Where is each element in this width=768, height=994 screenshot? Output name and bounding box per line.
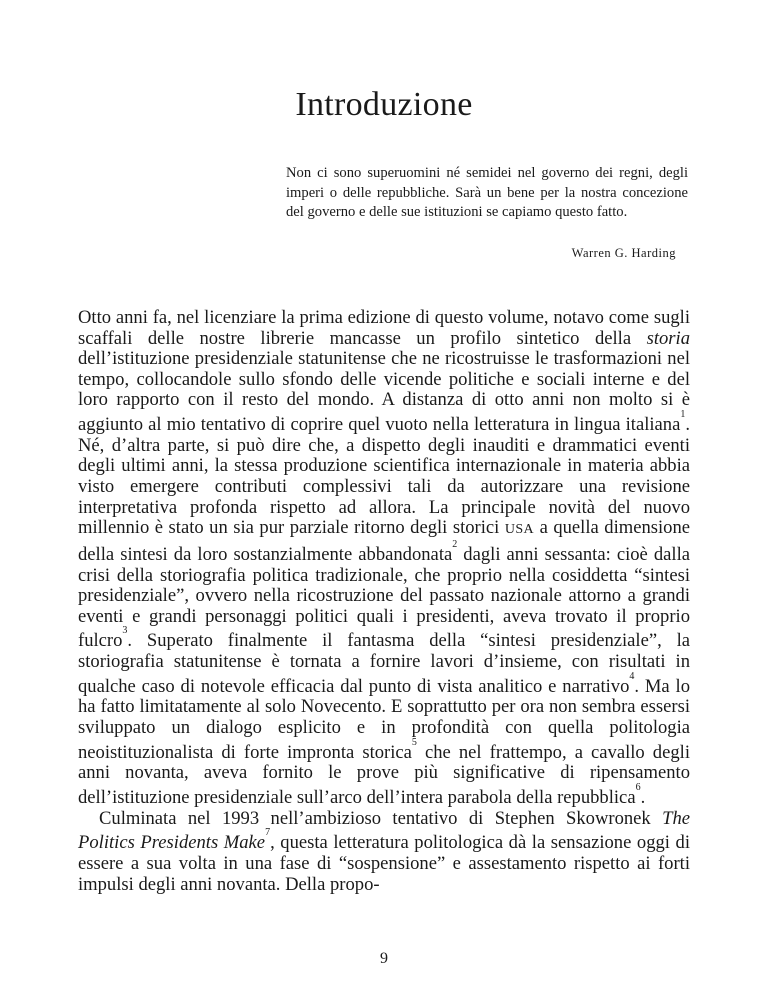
text-run: Culminata nel 1993 nell’ambizioso tentativo di Stephen Skowronek [99, 807, 663, 829]
chapter-title: Introduzione [295, 86, 473, 123]
epigraph-author: Warren G. Harding [571, 246, 676, 260]
page-number: 9 [380, 950, 388, 967]
text-run: a quella dimensione della sintesi da loro sostanzialmente abbandonata [78, 517, 690, 565]
small-caps-usa: USA [504, 522, 535, 538]
text-run: dell’istituzione presidenziale statunitense che ne ricostruisse le trasformazioni nel tempo, collocandole sullo sfondo delle vicende politiche e sociali interne e del loro rapporto con il resto del mondo. A distanza di otto anni non molto si è aggiunto al mio tentativo di coprire quel vuoto nella letteratura in lingua italiana [78, 348, 690, 436]
footnote-ref-6[interactable]: 6 [635, 782, 641, 793]
paragraph-1 [78, 308, 690, 809]
footnote-ref-5[interactable]: 5 [411, 736, 417, 748]
epigraph-quote: Non ci sono superuomini né semidei nel governo dei regni, degli imperi o delle repubbliche. Sarà un bene per la nostra concezione del governo e delle sue istituzioni se capiamo questo fatto. [286, 165, 688, 221]
text-run: dagli anni sessanta: cioè dalla crisi della storiografia politica tradizionale, che proprio nella cosiddetta “sintesi presidenziale”, ovvero nella ricostruzione del passato nazionale attorno a grandi eventi e grandi personaggi politici quali i presidenti, aveva trovato il proprio fulcro [78, 543, 690, 652]
text-run: . [640, 787, 646, 809]
emphasis-storia: storia [646, 327, 690, 349]
text-run: che nel frattempo, a cavallo degli anni novanta, aveva fornito le prove più significative di ripensamento dell’istituzione presidenziale sull’arco dell’intera parabola della repubblica [78, 741, 690, 809]
epigraph [286, 164, 688, 260]
footnote-ref-2[interactable]: 2 [452, 538, 458, 550]
paragraph-2 [78, 809, 690, 896]
text-run: , questa letteratura politologica dà la sensazione oggi di essere a sua volta in una fase di “sospensione” e assestamento rispetto ai forti impulsi degli anni novanta. Della propo- [78, 832, 691, 895]
body-text [78, 308, 690, 895]
text-run: Otto anni fa, nel licenziare la prima edizione di questo volume, notavo come sugli scaffali delle nostre librerie mancasse un profilo sintetico della [78, 307, 690, 349]
footnote-ref-3[interactable]: 3 [122, 625, 128, 637]
footnote-ref-4[interactable]: 4 [629, 670, 635, 682]
emphasis-book-title: The Politics Presidents Make [78, 807, 690, 854]
text-run: . Né, d’altra parte, si può dire che, a dispetto degli inauditi e drammatici eventi degli ultimi anni, la stessa produzione scientifica internazionale in materia abbia visto emergere contributi complessivi tali da autorizzare una revisione interpretativa profonda rispetto ad allora. La principale novità del nuovo millennio è stato un sia pur parziale ritorno degli storici [78, 414, 690, 539]
text-run: . Superato finalmente il fantasma della “sintesi presidenziale”, la storiografia statunitense è tornata a fornire lavori d’insieme, con risultati in qualche caso di notevole efficacia dal punto di vista analitico e narrativo [78, 630, 690, 697]
text-run: . Ma lo ha fatto limitatamente al solo Novecento. E soprattutto per ora non sembra essersi sviluppato un dialogo esplicito e in profondità con quella politologia neoistituzionalista di forte impronta storica [78, 675, 690, 763]
footnote-ref-1[interactable]: 1 [680, 408, 686, 420]
footnote-ref-7[interactable]: 7 [265, 827, 271, 839]
